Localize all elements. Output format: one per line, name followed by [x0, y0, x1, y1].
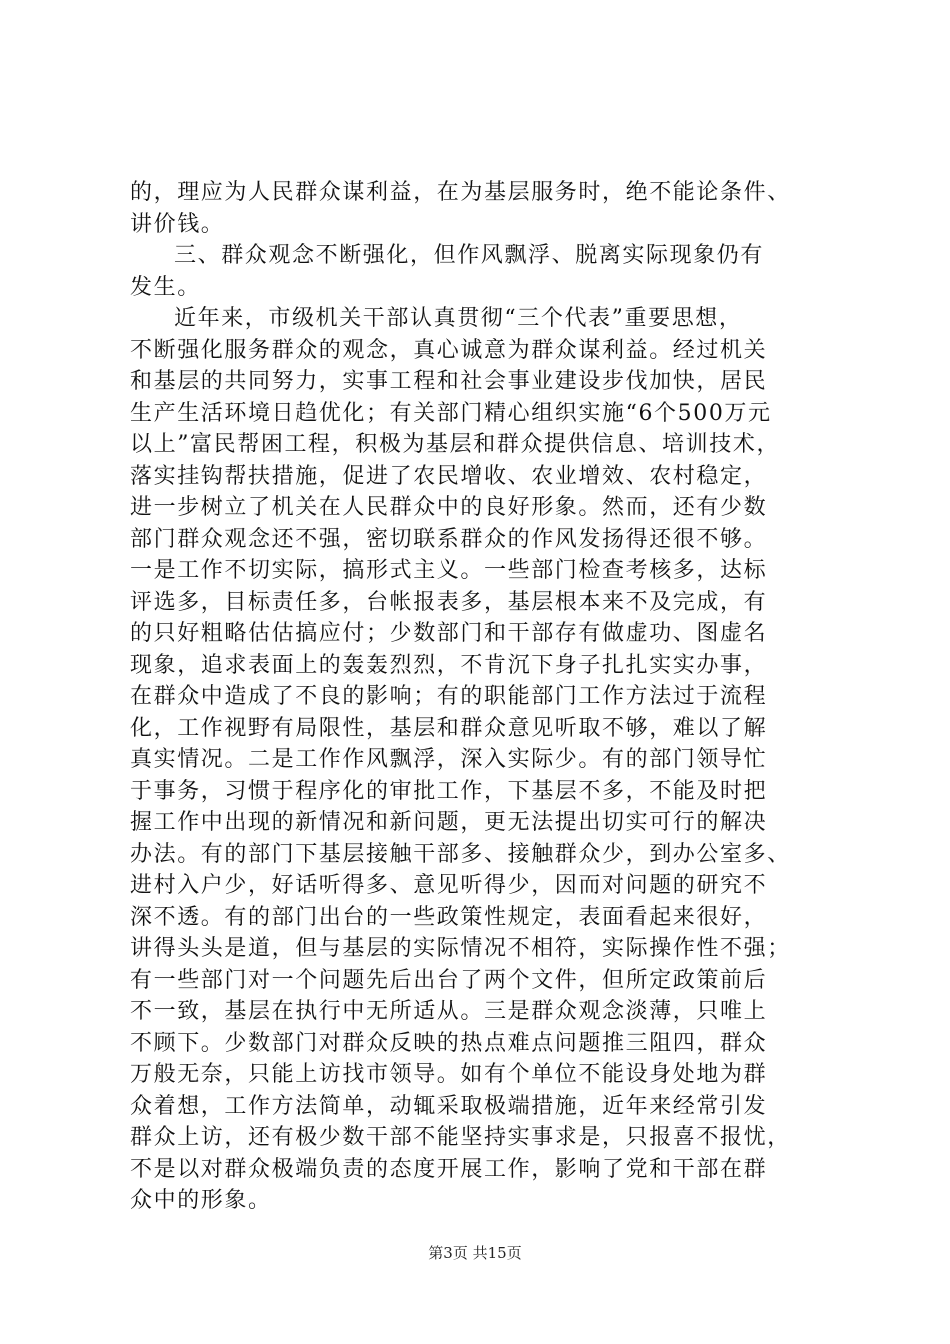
text-line: 有一些部门对一个问题先后出台了两个文件，但所定政策前后	[130, 967, 768, 993]
text-line: 化，工作视野有局限性，基层和群众意见听取不够，难以了解	[130, 715, 768, 741]
text-line: 不顾下。少数部门对群众反映的热点难点问题推三阻四，群众	[130, 1030, 768, 1056]
text-line: 握工作中出现的新情况和新问题，更无法提出切实可行的解决	[130, 810, 768, 835]
text-line: 万般无奈，只能上访找市领导。如有个单位不能设身处地为群	[130, 1062, 768, 1087]
text-line: 生产生活环境日趋优化；有关部门精心组织实施“6个500万元	[130, 400, 772, 426]
text-line: 群众上访，还有极少数干部不能坚持实事求是，只报喜不报忧，	[130, 1125, 791, 1150]
text-line: 的只好粗略估估搞应付；少数部门和干部存有做虚功、图虚名	[130, 621, 768, 646]
text-line: 讲得头头是道，但与基层的实际情况不相符，实际操作性不强；	[130, 936, 791, 961]
text-line: 部门群众观念还不强，密切联系群众的作风发扬得还很不够。	[130, 526, 768, 552]
text-line: 落实挂钩帮扶措施，促进了农民增收、农业增效、农村稳定，	[130, 463, 768, 489]
paragraph-start: 近年来，市级机关干部认真贯彻“三个代表”重要思想，	[174, 306, 743, 331]
text-line: 在群众中造成了不良的影响；有的职能部门工作方法过于流程	[130, 684, 768, 709]
text-line: 和基层的共同努力，实事工程和社会事业建设步伐加快，居民	[130, 369, 768, 394]
section-heading: 三、群众观念不断强化，但作风飘浮、脱离实际现象仍有	[174, 243, 765, 268]
text-line: 的，理应为人民群众谋利益，在为基层服务时，绝不能论条件、	[130, 180, 791, 205]
text-line: 一是工作不切实际，搞形式主义。一些部门检查考核多，达标	[130, 558, 768, 583]
text-line: 不断强化服务群众的观念，真心诚意为群众谋利益。经过机关	[130, 337, 768, 363]
text-line: 深不透。有的部门出台的一些政策性规定，表面看起来很好，	[130, 904, 768, 930]
section-heading-continued: 发生。	[130, 274, 201, 300]
text-line: 不是以对群众极端负责的态度开展工作，影响了党和干部在群	[130, 1156, 768, 1182]
text-line: 以上”富民帮困工程，积极为基层和群众提供信息、培训技术，	[130, 432, 781, 457]
text-line: 真实情况。二是工作作风飘浮，深入实际少。有的部门领导忙	[130, 747, 768, 772]
text-line: 众中的形象。	[130, 1188, 272, 1213]
text-line: 进村入户少，好话听得多、意见听得少，因而对问题的研究不	[130, 873, 768, 898]
text-line: 讲价钱。	[130, 211, 225, 237]
text-line: 于事务，习惯于程序化的审批工作，下基层不多，不能及时把	[130, 778, 768, 804]
text-line: 现象，追求表面上的轰轰烈烈，不肯沉下身子扎扎实实办事，	[130, 652, 768, 678]
body-text	[130, 177, 830, 1217]
text-line: 评选多，目标责任多，台帐报表多，基层根本来不及完成，有	[130, 589, 768, 615]
page-number-footer: 第3页 共15页	[428, 1244, 522, 1262]
text-line: 众着想，工作方法简单，动辄采取极端措施，近年来经常引发	[130, 1093, 768, 1119]
text-line: 进一步树立了机关在人民群众中的良好形象。然而，还有少数	[130, 495, 768, 520]
text-line: 不一致，基层在执行中无所适从。三是群众观念淡薄，只唯上	[130, 999, 768, 1024]
text-line: 办法。有的部门下基层接触干部多、接触群众少，到办公室多、	[130, 841, 791, 867]
